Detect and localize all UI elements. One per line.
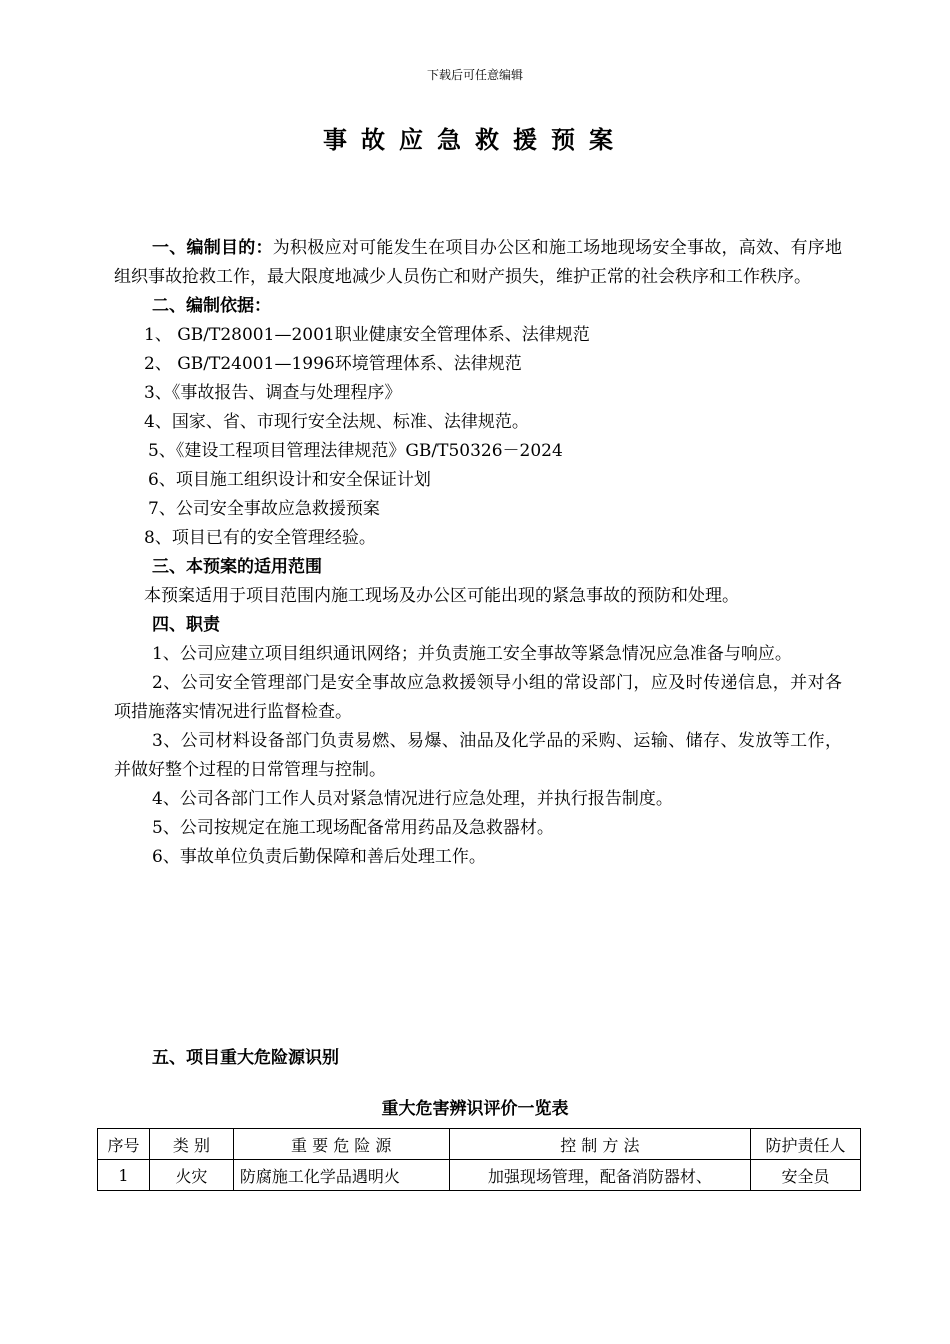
table-cell: 加强现场管理，配备消防器材、 [449, 1160, 751, 1191]
table-cell: 火灾 [149, 1160, 233, 1191]
basis-item: 8、项目已有的安全管理经验。 [144, 528, 376, 548]
table-cell: 安全员 [751, 1160, 861, 1191]
section-2-heading: 二、编制依据： [152, 296, 271, 316]
basis-item: 7、公司安全事故应急救援预案 [148, 499, 380, 519]
document-body [114, 234, 842, 872]
section-1-text: 为积极应对可能发生在项目办公区和施工场地现场安全事故，高效、有序地组织事故抢救工作，最大限度地减少人员伤亡和财产损失，维护正常的社会秩序和工作秩序。 [114, 238, 843, 287]
section-5-heading: 五、项目重大危险源识别 [152, 1048, 339, 1068]
section-1-heading: 一、编制目的： [152, 238, 273, 258]
duty-item: 6、事故单位负责后勤保障和善后处理工作。 [152, 847, 486, 867]
table-cell: 防腐施工化学品遇明火 [233, 1160, 449, 1191]
duty-item: 2、公司安全管理部门是安全事故应急救援领导小组的常设部门，应及时传递信息，并对各项措施落实情况进行监督检查。 [114, 673, 842, 722]
basis-item: 6、项目施工组织设计和安全保证计划 [148, 470, 431, 490]
column-header: 重 要 危 险 源 [233, 1129, 449, 1160]
section-4-heading: 四、职责 [152, 615, 220, 635]
column-header: 防护责任人 [751, 1129, 861, 1160]
basis-item: 2、 GB/T24001—1996环境管理体系、法律规范 [144, 354, 522, 374]
header-note: 下载后可任意编辑 [426, 68, 523, 82]
duty-item: 1、公司应建立项目组织通讯网络；并负责施工安全事故等紧急情况应急准备与响应。 [152, 644, 792, 664]
basis-item: 3、《事故报告、调查与处理程序》 [144, 383, 402, 403]
basis-item: 5、《建设工程项目管理法律规范》GB/T50326－2024 [148, 441, 563, 461]
column-header: 类 别 [149, 1129, 233, 1160]
basis-item: 4、国家、省、市现行安全法规、标准、法律规范。 [144, 412, 529, 432]
hazard-table [97, 1128, 861, 1191]
section-1-paragraph [114, 234, 842, 292]
section-3-heading: 三、本预案的适用范围 [152, 557, 322, 577]
duty-item: 5、公司按规定在施工现场配备常用药品及急救器材。 [152, 818, 554, 838]
column-header: 序号 [98, 1129, 150, 1160]
table-row [98, 1160, 861, 1191]
duty-item: 4、公司各部门工作人员对紧急情况进行应急处理，并执行报告制度。 [152, 789, 673, 809]
table-cell: 1 [98, 1160, 150, 1191]
table-title: 重大危害辨识评价一览表 [381, 1099, 569, 1119]
section-3-text: 本预案适用于项目范围内施工现场及办公区可能出现的紧急事故的预防和处理。 [144, 586, 739, 606]
duty-item: 3、公司材料设备部门负责易燃、易爆、油品及化学品的采购、运输、储存、发放等工作，并做好整个过程的日常管理与控制。 [114, 731, 842, 780]
page-title: 事故应急救援预案 [323, 126, 627, 154]
table-header-row [98, 1129, 861, 1160]
basis-item: 1、 GB/T28001—2001职业健康安全管理体系、法律规范 [144, 325, 590, 345]
column-header: 控 制 方 法 [449, 1129, 751, 1160]
